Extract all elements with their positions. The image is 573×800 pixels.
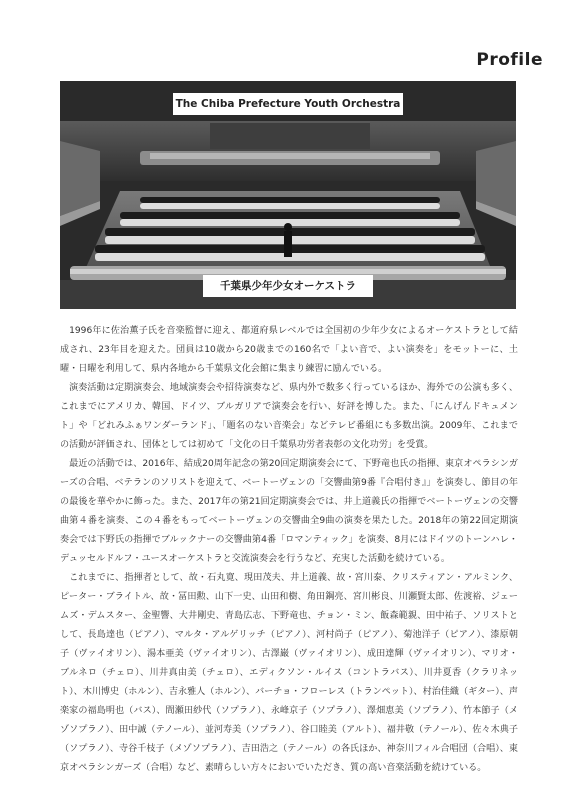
page-title: Profile — [476, 50, 543, 70]
paragraph-history: 1996年に佐治薫子氏を音楽監督に迎え、都道府県レベルでは全国初の少年少女によるオーケストラとして結成され、23年目を迎えた。団員は10歳から20歳までの160名で「よい音で、よい演奏を」をモットーに、土曜・日曜を利用して、県内各地から千葉県文化会館に集まり練習に励んでいる。 — [60, 326, 518, 374]
photo-caption-japanese: 千葉県少年少女オーケストラ — [203, 275, 373, 297]
photo-caption-english: The Chiba Prefecture Youth Orchestra — [173, 93, 403, 115]
profile-body — [60, 322, 518, 778]
paragraph-collaborators: これまでに、指揮者として、故・石丸寛、現田茂夫、井上道義、故・宮川泰、クリスティアン・アルミンク、ピーター・ブライトル、故・冨田勲、山下一史、山田和樹、角田鋼亮、宮川彬良、川瀬賢太郎、佐渡裕、ジェームズ・デムスター、金聖響、大井剛史、青島広志、下野竜也、チョン・ミン、飯森範親、田中祐子、ソリストとして、長島達也（ピアノ）、マルタ・アルゲリッチ（ピアノ）、河村尚子（ピアノ）、菊池洋子（ピアノ）、漆原朝子（ヴァイオリン）、湯本亜美（ヴァイオリン）、古澤巌（ヴァイオリン）、成田達輝（ヴァイオリン）、マリオ・ブルネロ（チェロ）、川井真由美（チェロ）、エディクソン・ルイス（コントラバス）、川井夏香（クラリネット）、木川博史（ホルン）、吉永雅人（ホルン）、バーチョ・フローレス（トランペット）、村治佳織（ギター）、声楽家の福島明也（バス）、間瀬田紗代（ソプラノ）、永峰京子（ソプラノ）、澤畑恵美（ソプラノ）、竹本節子（メゾソプラノ）、田中誠（テノール）、並河寿美（ソプラノ）、谷口睦美（アルト）、福井敬（テノール）、佐々木典子（ソプラノ）、寺谷千枝子（メゾソプラノ）、吉田浩之（テノール）の各氏ほか、神奈川フィル合唱団（合唱）、東京オペラシンガーズ（合唱）など、素晴らしい方々においでいただき、質の高い音楽活動を続けている。 — [60, 573, 518, 773]
paragraph-recent: 最近の活動では、2016年、結成20周年記念の第20回定期演奏会にて、下野竜也氏の指揮、東京オペラシンガーズの合唱、ベテランのソリストを迎えて、ベートーヴェンの「交響曲第9番『合唱付き』」を演奏し、節目の年の最後を華やかに飾った。また、2017年の第21回定期演奏会では、井上道義氏の指揮でベートーヴェンの交響曲第４番を演奏、この４番をもってベートーヴェンの交響曲全9曲の演奏を果たした。2018年の第22回定期演奏会では下野氏の指揮でブルックナーの交響曲第4番「ロマンティック」を演奏、8月にはドイツのトーンハレ・デュッセルドルフ・ユースオーケストラと交流演奏会を行うなど、充実した活動を続けている。 — [60, 459, 518, 564]
paragraph-activities: 演奏活動は定期演奏会、地域演奏会や招待演奏など、県内外で数多く行っているほか、海外での公演も多く、これまでにアメリカ、韓国、ドイツ、ブルガリアで演奏会を行い、好評を博した。また、「にんげんドキュメント」や「どれみふぁワンダーランド」、「題名のない音楽会」などテレビ番組にも多数出演。2009年、これまでの活動が評価され、団体としては初めて「文化の日千葉県功労者表彰の文化功労」を受賞。 — [60, 383, 518, 450]
orchestra-photo — [60, 81, 516, 309]
